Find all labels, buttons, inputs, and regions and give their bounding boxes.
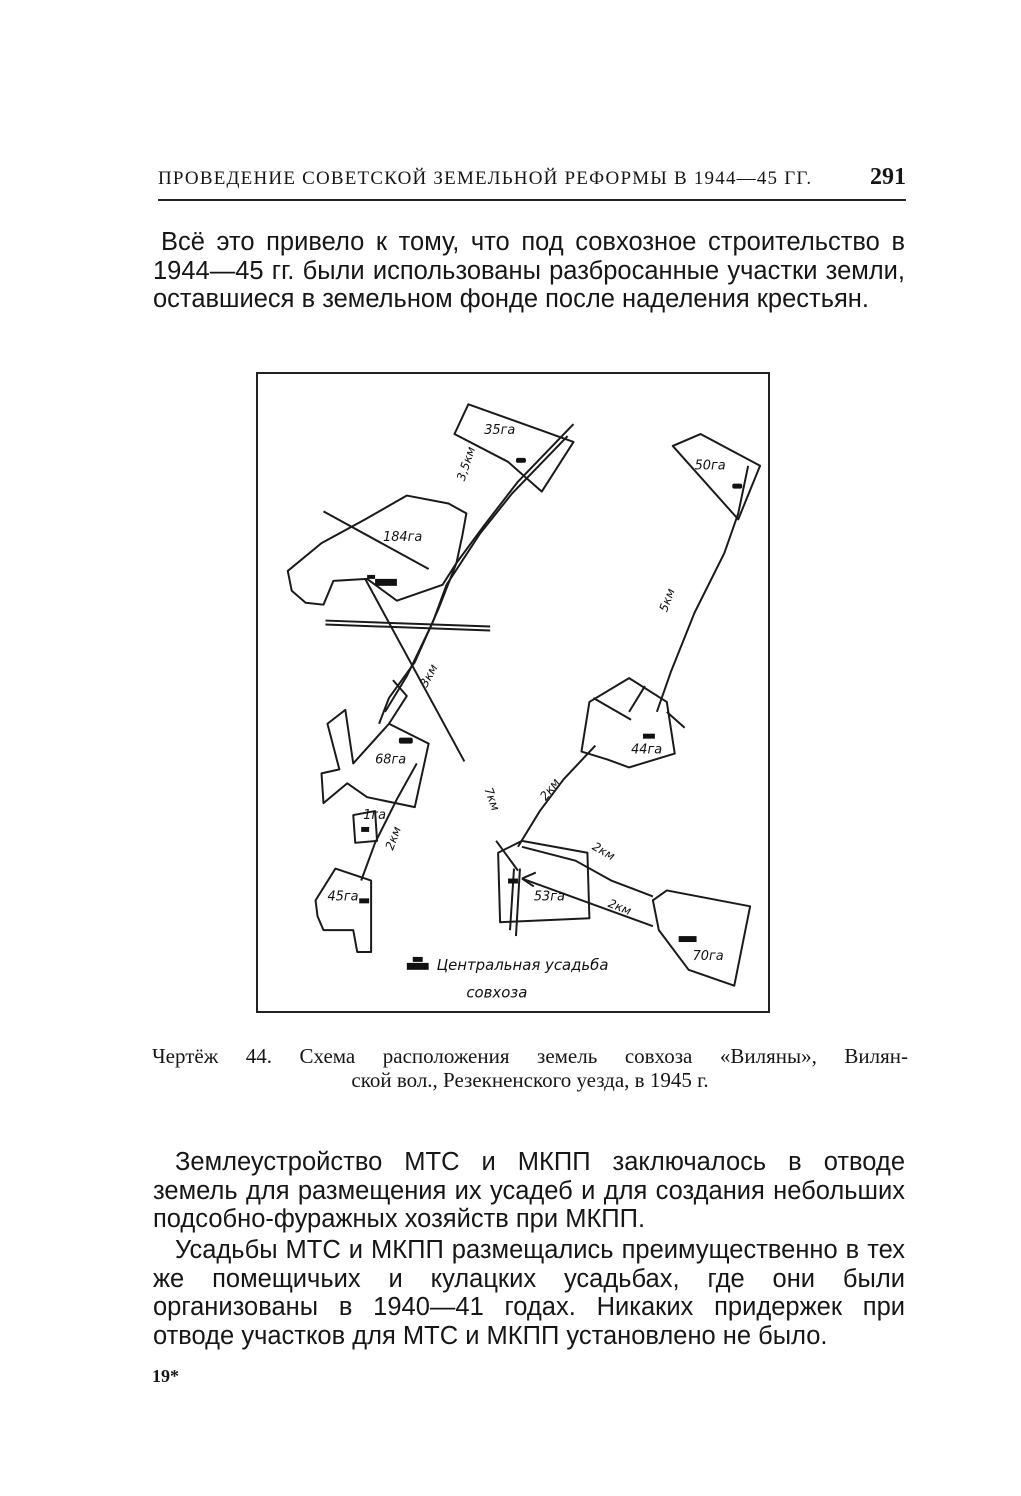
legend-line-2: совхоза	[466, 983, 528, 1002]
plot-label-68ga: 68га	[375, 752, 407, 768]
plot-label-184ga: 184га	[383, 530, 423, 546]
running-header	[158, 164, 906, 201]
plot-45ga-outline	[316, 869, 372, 952]
marker-44ga	[643, 734, 655, 739]
plot-44ga-cross-2	[629, 686, 645, 712]
marker-53ga	[508, 879, 518, 884]
distance-label-5km: 5км	[656, 586, 678, 614]
land-scheme-figure	[256, 372, 770, 1013]
marker-68ga	[399, 738, 413, 744]
plot-50ga-outline	[673, 434, 760, 519]
plot-label-35ga: 35га	[484, 423, 516, 439]
arrow-head	[522, 873, 536, 887]
legend-marker-top	[413, 957, 423, 962]
distance-label-2km-b: 2км	[537, 775, 563, 803]
plot-label-50ga: 50га	[694, 458, 726, 474]
marker-1ga	[361, 827, 369, 832]
legend-line-1: Центральная усадьба	[436, 955, 609, 974]
caption-line-1: Чертёж 44. Схема расположения земель совхоза «Виляны», Вилян-	[152, 1044, 908, 1068]
land-scheme-map	[258, 374, 768, 1011]
signature-mark: 19*	[152, 1366, 179, 1386]
plot-184ga-outline	[288, 496, 467, 605]
plot-70ga-outline	[653, 890, 750, 985]
road-north-2	[385, 436, 568, 712]
plot-label-1ga: 1га	[363, 808, 387, 824]
figure-caption	[152, 1044, 908, 1092]
marker-50ga	[732, 484, 742, 489]
distance-label-7km: 7км	[481, 785, 503, 813]
distance-label-3-5km: 3,5км	[453, 444, 479, 483]
paragraph-2: Землеустройство МТС и МКПП заключалось в отводе земель для размещения их усадеб и для создания небольших подсобно-фуражных хозяйств при МКПП.	[153, 1148, 905, 1233]
plot-label-45ga: 45га	[327, 889, 359, 905]
marker-35ga	[516, 458, 526, 463]
legend-marker	[407, 963, 429, 970]
central-estate-marker	[375, 579, 397, 586]
distance-label-2km-c: 2км	[589, 839, 618, 864]
paragraph-1: Всё это привело к тому, что под совхозное строительство в 1944—45 гг. были использованы разбросанные участки земли, оставшиеся в земельном фонде после наделения крестьян.	[153, 228, 905, 313]
plot-44ga-cross-1	[593, 698, 631, 720]
distance-label-2km-a: 2км	[382, 824, 404, 852]
distance-label-3km: 3км	[416, 661, 441, 690]
road-north	[379, 424, 573, 724]
page-number: 291	[870, 164, 906, 190]
plot-label-70ga: 70га	[692, 948, 724, 964]
marker-45ga	[359, 898, 369, 903]
road-east-south	[518, 746, 595, 847]
caption-line-2: ской вол., Резекненского уезда, в 1945 г.	[351, 1068, 709, 1092]
plot-label-44ga: 44га	[631, 742, 663, 758]
central-estate-marker-2	[367, 575, 375, 579]
paragraph-3: Усадьбы МТС и МКПП размещались преимущественно в тех же помещичьих и кулацких усадьбах, где они были организованы в 1940—41 годах. Никаких придержек при отводе участков для МТС и МКПП установлено не было.	[153, 1236, 905, 1350]
running-title: ПРОВЕДЕНИЕ СОВЕТСКОЙ ЗЕМЕЛЬНОЙ РЕФОРМЫ В 1944—45 ГГ.	[158, 168, 813, 189]
plot-label-53ga: 53га	[533, 889, 565, 905]
marker-70ga	[679, 936, 697, 942]
distance-label-2km-d: 2км	[606, 896, 634, 918]
